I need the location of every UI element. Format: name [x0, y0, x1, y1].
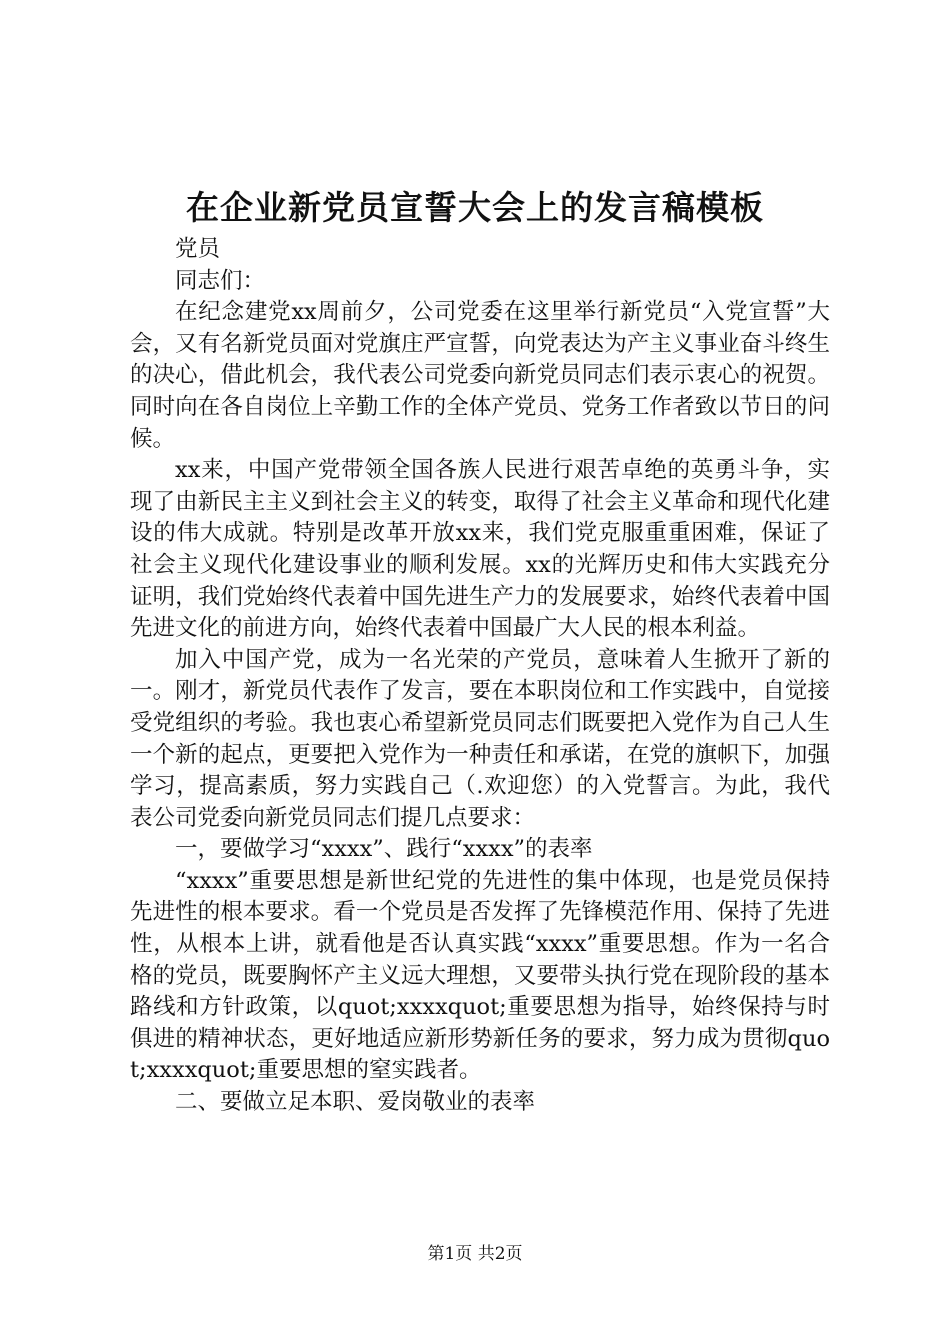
document-body: [130, 234, 830, 1119]
document-title: 在企业新党员宣誓大会上的发言稿模板: [186, 188, 764, 227]
section-heading-2: 二、要做立足本职、爱岗敬业的表率: [175, 1089, 536, 1116]
paragraph-addressee: 党员: [175, 236, 221, 262]
section-heading-1: 一，要做学习“xxxx”、践行“xxxx”的表率: [175, 836, 593, 863]
paragraph-history: xx来，中国产党带领全国各族人民进行艰苦卓绝的英勇斗争，实现了由新民主主义到社会主义的转变，取得了社会主义革命和现代化建设的伟大成就。特别是改革开放xx来，我们党克服重重困难，保证了社会主义现代化建设事业的顺利发展。xx的光辉历史和伟大实践充分证明，我们党始终代表着中国先进生产力的发展要求，始终代表着中国先进文化的前进方向，始终代表着中国最广大人民的根本利益。: [130, 457, 830, 642]
paragraph-section-1: “xxxx”重要思想是新世纪党的先进性的集中体现，也是党员保持先进性的根本要求。看一个党员是否发挥了先锋模范作用、保持了先进性，从根本上讲，就看他是否认真实践“xxxx”重要思想。作为一名合格的党员，既要胸怀产主义远大理想，又要带头执行党在现阶段的基本路线和方针政策，以quot;xxxxquot;重要思想为指导，始终保持与时俱进的精神状态，更好地适应新形势新任务的要求，努力成为贯彻quot;xxxxquot;重要思想的窒实践者。: [130, 867, 830, 1084]
paragraph-opening: 在纪念建党xx周前夕，公司党委在这里举行新党员“入党宣誓”大会，又有名新党员面对党旗庄严宣誓，向党表达为产主义事业奋斗终生的决心，借此机会，我代表公司党委向新党员同志们表示衷心的祝贺。同时向在各自岗位上辛勤工作的全体产党员、党务工作者致以节日的问候。: [130, 299, 830, 452]
paragraph-joining-party: 加入中国产党，成为一名光荣的产党员，意味着人生掀开了新的一。刚才，新党员代表作了发言，要在本职岗位和工作实践中，自觉接受党组织的考验。我也衷心希望新党员同志们既要把入党作为自己人生一个新的起点，更要把入党作为一种责任和承诺，在党的旗帜下，加强学习，提高素质，努力实践自己（.欢迎您）的入党誓言。为此，我代表公司党委向新党员同志们提几点要求：: [130, 646, 830, 831]
paragraph-greeting: 同志们：: [175, 267, 266, 294]
page-number-footer: 第1页 共2页: [427, 1244, 523, 1264]
